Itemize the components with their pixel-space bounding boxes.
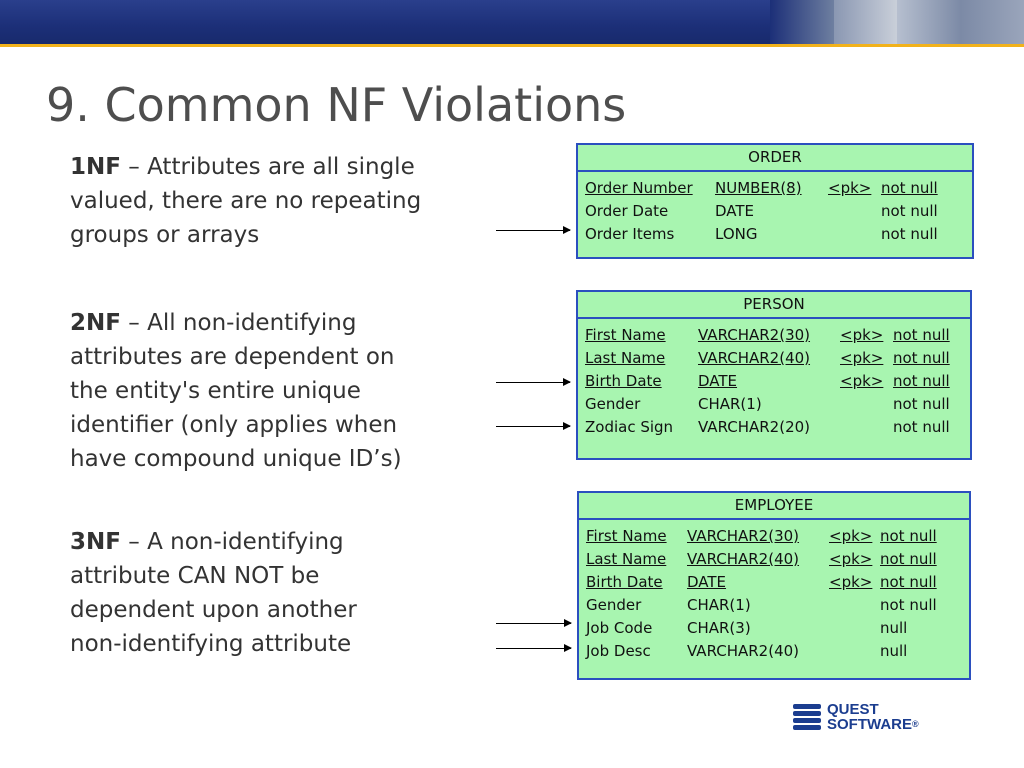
banner-photo-strip bbox=[770, 0, 1024, 44]
attribute-type: VARCHAR2(20) bbox=[698, 418, 811, 436]
entity-employee bbox=[577, 491, 971, 680]
attribute-key: <pk> bbox=[840, 326, 884, 344]
entity-row bbox=[579, 640, 969, 663]
attribute-null: not null bbox=[880, 550, 937, 568]
attribute-key: <pk> bbox=[829, 573, 873, 591]
attribute-name: Order Number bbox=[585, 179, 693, 197]
attribute-null: not null bbox=[893, 372, 950, 390]
arrow-order-items bbox=[496, 230, 570, 231]
attribute-name: First Name bbox=[585, 326, 666, 344]
attribute-name: Last Name bbox=[585, 349, 666, 367]
attribute-null: not null bbox=[880, 596, 937, 614]
attribute-null: not null bbox=[881, 179, 938, 197]
attribute-type: VARCHAR2(40) bbox=[698, 349, 811, 367]
entity-row bbox=[578, 324, 970, 347]
entity-row bbox=[578, 393, 970, 416]
attribute-name: Zodiac Sign bbox=[585, 418, 674, 436]
attribute-key: <pk> bbox=[840, 372, 884, 390]
attribute-type: CHAR(3) bbox=[687, 619, 751, 637]
entity-row bbox=[579, 525, 969, 548]
arrow-person-birth-date bbox=[496, 382, 570, 383]
attribute-name: Gender bbox=[586, 596, 642, 614]
nf-item-2 bbox=[70, 306, 402, 476]
nf-label: 1NF bbox=[70, 154, 121, 180]
attribute-name: Birth Date bbox=[586, 573, 663, 591]
attribute-null: not null bbox=[893, 395, 950, 413]
attribute-null: not null bbox=[881, 202, 938, 220]
entity-row bbox=[579, 617, 969, 640]
quest-logo-icon bbox=[793, 702, 821, 732]
arrow-employee-job-desc bbox=[496, 648, 571, 649]
attribute-type: DATE bbox=[687, 573, 727, 591]
attribute-null: not null bbox=[893, 326, 950, 344]
attribute-name: Job Code bbox=[586, 619, 653, 637]
entity-person bbox=[576, 290, 972, 460]
attribute-type: VARCHAR2(40) bbox=[687, 550, 800, 568]
entity-row bbox=[578, 347, 970, 370]
attribute-name: Last Name bbox=[586, 550, 667, 568]
attribute-type: DATE bbox=[698, 372, 738, 390]
logo-text-line2: SOFTWARE bbox=[827, 716, 912, 733]
attribute-null: null bbox=[880, 642, 908, 660]
attribute-type: CHAR(1) bbox=[698, 395, 762, 413]
entity-row bbox=[578, 370, 970, 393]
entity-row bbox=[578, 177, 972, 200]
attribute-null: not null bbox=[880, 527, 937, 545]
attribute-null: not null bbox=[893, 349, 950, 367]
nf-description: – All non-identifying attributes are dependent on the entity's entire unique identifier (only applies when have compound unique ID’s) bbox=[70, 310, 402, 472]
nf-item-1 bbox=[70, 150, 421, 252]
logo-text-line1: QUEST bbox=[827, 701, 879, 718]
attribute-key: <pk> bbox=[829, 527, 873, 545]
attribute-name: Birth Date bbox=[585, 372, 662, 390]
entity-title: EMPLOYEE bbox=[579, 493, 969, 520]
attribute-key: <pk> bbox=[829, 550, 873, 568]
attribute-type: VARCHAR2(30) bbox=[698, 326, 811, 344]
nf-label: 3NF bbox=[70, 529, 121, 555]
entity-title: PERSON bbox=[578, 292, 970, 319]
arrow-employee-job-code bbox=[496, 623, 571, 624]
entity-row bbox=[579, 594, 969, 617]
attribute-type: CHAR(1) bbox=[687, 596, 751, 614]
attribute-name: First Name bbox=[586, 527, 667, 545]
entity-row bbox=[578, 223, 972, 246]
attribute-null: not null bbox=[881, 225, 938, 243]
attribute-type: DATE bbox=[715, 202, 755, 220]
attribute-null: not null bbox=[893, 418, 950, 436]
attribute-name: Job Desc bbox=[586, 642, 651, 660]
nf-label: 2NF bbox=[70, 310, 121, 336]
attribute-type: VARCHAR2(40) bbox=[687, 642, 800, 660]
attribute-name: Order Date bbox=[585, 202, 669, 220]
entity-row bbox=[578, 200, 972, 223]
entity-order bbox=[576, 143, 974, 259]
attribute-key: <pk> bbox=[828, 179, 872, 197]
attribute-name: Order Items bbox=[585, 225, 675, 243]
arrow-person-zodiac-sign bbox=[496, 426, 570, 427]
attribute-key: <pk> bbox=[840, 349, 884, 367]
entity-row bbox=[579, 548, 969, 571]
nf-item-3 bbox=[70, 525, 357, 661]
entity-title: ORDER bbox=[578, 145, 972, 172]
header-accent-line bbox=[0, 44, 1024, 47]
entity-row bbox=[578, 416, 970, 439]
attribute-null: not null bbox=[880, 573, 937, 591]
attribute-type: NUMBER(8) bbox=[715, 179, 802, 197]
attribute-type: LONG bbox=[715, 225, 758, 243]
nf-description: – A non-identifying attribute CAN NOT be dependent upon another non-identifying attribute bbox=[70, 529, 357, 657]
logo-registered-mark: ® bbox=[912, 719, 919, 729]
quest-software-logo bbox=[793, 702, 919, 732]
page-title: 9. Common NF Violations bbox=[46, 78, 627, 132]
attribute-type: VARCHAR2(30) bbox=[687, 527, 800, 545]
nf-description: – Attributes are all single valued, there are no repeating groups or arrays bbox=[70, 154, 422, 248]
entity-row bbox=[579, 571, 969, 594]
attribute-name: Gender bbox=[585, 395, 641, 413]
attribute-null: null bbox=[880, 619, 908, 637]
